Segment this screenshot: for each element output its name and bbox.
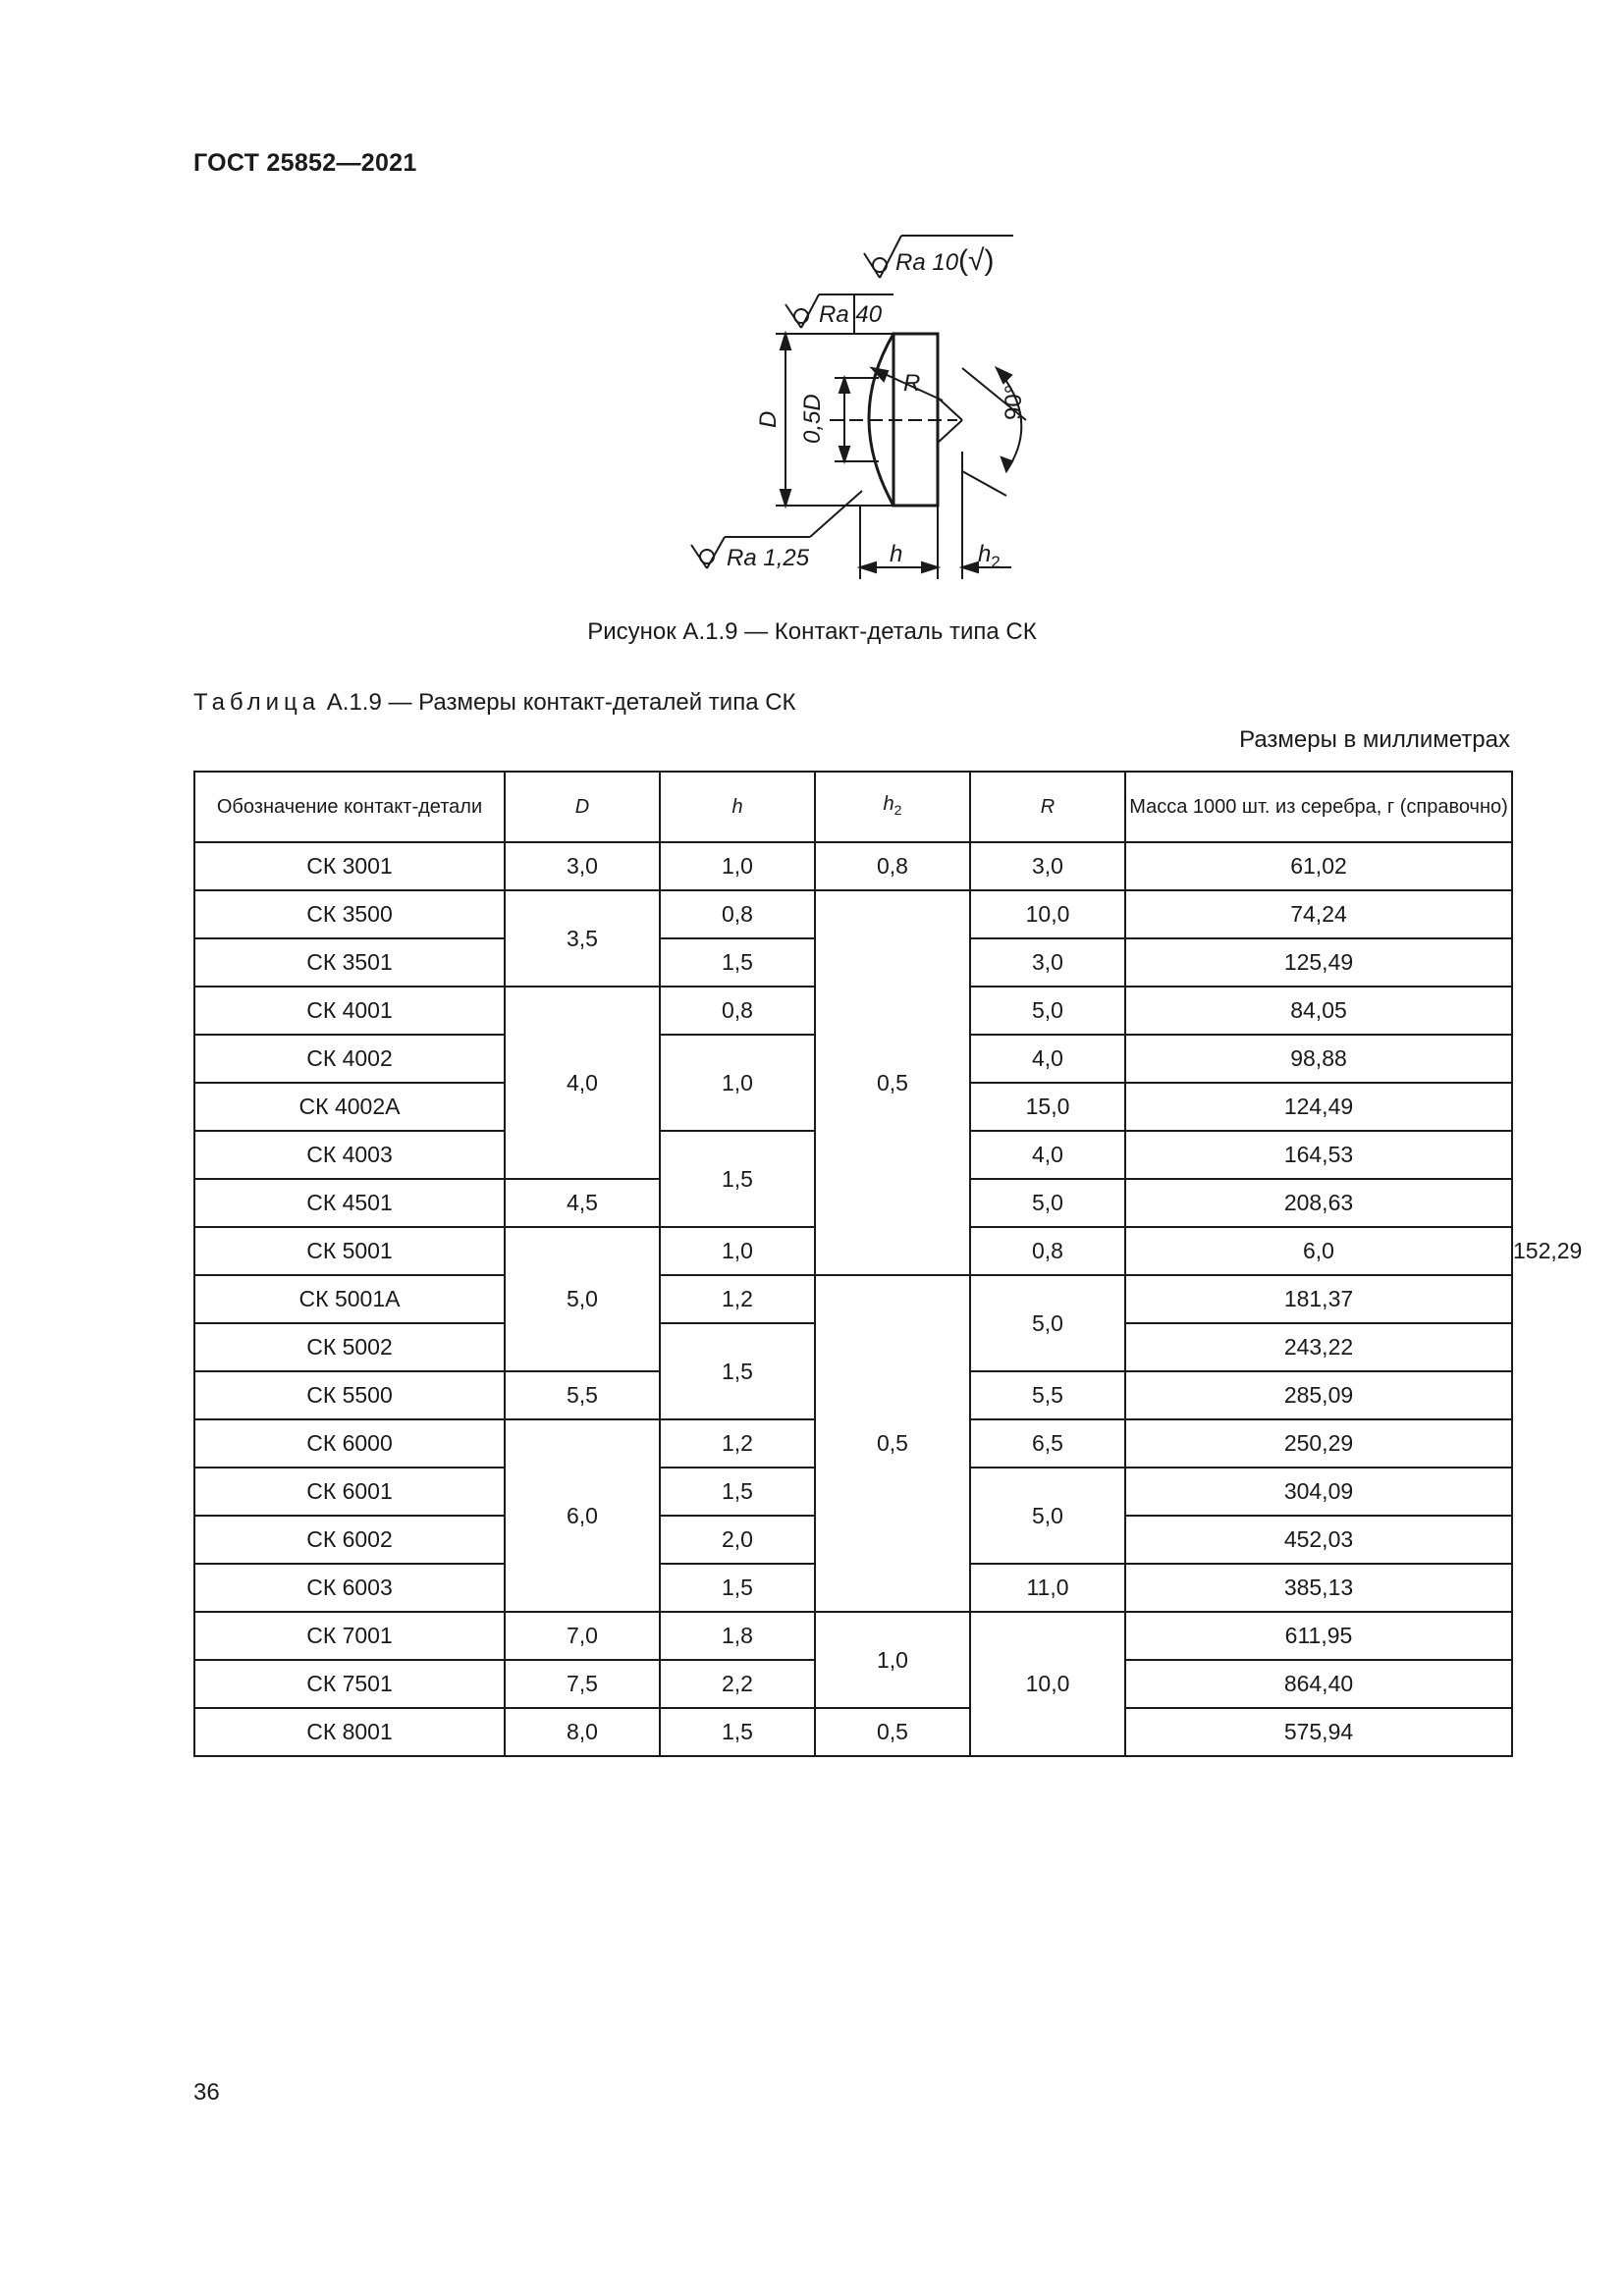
- contact-part-drawing: [0, 0, 1624, 628]
- cell-h: 1,5: [660, 1564, 815, 1612]
- cell-h: 1,5: [660, 1468, 815, 1516]
- cell-h: 1,8: [660, 1612, 815, 1660]
- cell-name: СК 7501: [194, 1660, 505, 1708]
- cell-name: СК 4002: [194, 1035, 505, 1083]
- cell-h: 1,2: [660, 1275, 815, 1323]
- cell-name: СК 4001: [194, 987, 505, 1035]
- cell-name: СК 6003: [194, 1564, 505, 1612]
- cell-d: 4,0: [505, 987, 660, 1179]
- page-number: 36: [193, 2079, 220, 2106]
- cell-mass: 304,09: [1125, 1468, 1512, 1516]
- cell-h2: 0,8: [815, 842, 970, 890]
- ra125-label: Ra 1,25: [727, 545, 810, 571]
- cell-name: СК 4002А: [194, 1083, 505, 1131]
- h-label: h: [890, 541, 903, 567]
- cell-r: 11,0: [970, 1564, 1125, 1612]
- cell-r: 5,0: [970, 987, 1125, 1035]
- cell-h: 1,5: [660, 938, 815, 987]
- cell-r: 5,5: [970, 1371, 1125, 1419]
- cell-r: 5,0: [970, 1179, 1125, 1227]
- d-label: D: [755, 410, 782, 428]
- cell-h: 1,5: [660, 1131, 815, 1227]
- cell-name: СК 6001: [194, 1468, 505, 1516]
- cell-r: 4,0: [970, 1035, 1125, 1083]
- ra10-label: Ra 10: [895, 249, 959, 276]
- cell-d: 8,0: [505, 1708, 660, 1756]
- cell-r: 15,0: [970, 1083, 1125, 1131]
- cell-mass: 575,94: [1125, 1708, 1512, 1756]
- cell-name: СК 4501: [194, 1179, 505, 1227]
- cell-r: 3,0: [970, 842, 1125, 890]
- cell-d: 6,0: [505, 1419, 660, 1612]
- cell-mass: 61,02: [1125, 842, 1512, 890]
- cell-name: СК 6002: [194, 1516, 505, 1564]
- cell-name: СК 6000: [194, 1419, 505, 1468]
- cell-r: 5,0: [970, 1468, 1125, 1564]
- cell-mass: 285,09: [1125, 1371, 1512, 1419]
- table-row: СК 5001 5,0 1,0 0,8 6,0 152,29: [194, 1227, 1512, 1275]
- header-h2: $h_2$: [815, 772, 970, 842]
- cell-d: 5,0: [505, 1227, 660, 1371]
- h2-label: $h_2$: [978, 541, 1001, 571]
- r-label: R: [903, 370, 921, 397]
- cell-name: СК 5002: [194, 1323, 505, 1371]
- cell-d: 4,5: [505, 1179, 660, 1227]
- cell-h: 1,5: [660, 1708, 815, 1756]
- cell-h: 0,8: [660, 890, 815, 938]
- cell-d: 3,0: [505, 842, 660, 890]
- cell-r: 10,0: [970, 890, 1125, 938]
- cell-d: 7,5: [505, 1660, 660, 1708]
- cell-h: 1,0: [660, 1227, 815, 1275]
- cell-r: 10,0: [970, 1612, 1125, 1756]
- cell-d: 3,5: [505, 890, 660, 987]
- cell-mass: 864,40: [1125, 1660, 1512, 1708]
- cell-h2: 0,5: [815, 1708, 970, 1756]
- half-d-label: 0,5D: [799, 394, 826, 444]
- cell-mass: 385,13: [1125, 1564, 1512, 1612]
- table-row: [194, 1612, 1512, 1660]
- header-mass: Масса 1000 шт. из серебра, г (справочно): [1125, 772, 1512, 842]
- table-title-text: А.1.9 — Размеры контакт-деталей типа СК: [326, 689, 796, 716]
- header-h: h: [660, 772, 815, 842]
- header-d: D: [505, 772, 660, 842]
- cell-name: СК 7001: [194, 1612, 505, 1660]
- cell-r: 4,0: [970, 1131, 1125, 1179]
- cell-name: СК 5500: [194, 1371, 505, 1419]
- cell-mass: 611,95: [1125, 1612, 1512, 1660]
- cell-h2: 0,5: [815, 890, 970, 1275]
- cell-h: 1,0: [660, 842, 815, 890]
- cell-h: 2,0: [660, 1516, 815, 1564]
- cell-mass: 98,88: [1125, 1035, 1512, 1083]
- cell-h: 2,2: [660, 1660, 815, 1708]
- cell-name: СК 3501: [194, 938, 505, 987]
- cell-r: 5,0: [970, 1275, 1125, 1371]
- header-designation: Обозначение контакт-детали: [194, 772, 505, 842]
- angle-label: 90°: [1001, 384, 1027, 420]
- cell-mass: 452,03: [1125, 1516, 1512, 1564]
- cell-r: 3,0: [970, 938, 1125, 987]
- table-row: [194, 842, 1512, 890]
- cell-mass: 124,49: [1125, 1083, 1512, 1131]
- cell-mass: 84,05: [1125, 987, 1512, 1035]
- cell-mass: 164,53: [1125, 1131, 1512, 1179]
- table-title: [193, 689, 796, 717]
- figure-caption: Рисунок А.1.9 — Контакт-деталь типа СК: [587, 618, 1037, 645]
- cell-mass: 74,24: [1125, 890, 1512, 938]
- cell-r: 6,0: [1125, 1227, 1512, 1275]
- table-row: [194, 890, 1512, 938]
- units-note: Размеры в миллиметрах: [1239, 726, 1510, 753]
- cell-h2: 0,5: [815, 1275, 970, 1612]
- cell-h: 1,0: [660, 1035, 815, 1131]
- cell-h: 0,8: [660, 987, 815, 1035]
- cell-mass: 125,49: [1125, 938, 1512, 987]
- cell-mass: 181,37: [1125, 1275, 1512, 1323]
- cell-name: СК 3001: [194, 842, 505, 890]
- cell-name: СК 5001А: [194, 1275, 505, 1323]
- table-title-prefix: Таблица: [193, 689, 321, 716]
- cell-r: 6,5: [970, 1419, 1125, 1468]
- cell-mass: 243,22: [1125, 1323, 1512, 1371]
- cell-name: СК 3500: [194, 890, 505, 938]
- header-r: R: [970, 772, 1125, 842]
- ra40-label: Ra 40: [819, 301, 883, 328]
- dimensions-table: [193, 771, 1583, 1757]
- table-row: [194, 1708, 1512, 1756]
- cell-h2: 1,0: [815, 1612, 970, 1708]
- cell-h: 1,2: [660, 1419, 815, 1468]
- cell-d: 5,5: [505, 1371, 660, 1419]
- cell-h2: 0,8: [970, 1227, 1125, 1275]
- cell-mass: 208,63: [1125, 1179, 1512, 1227]
- cell-name: СК 8001: [194, 1708, 505, 1756]
- cell-mass: 250,29: [1125, 1419, 1512, 1468]
- check-mark-bracket: (√): [958, 244, 995, 277]
- cell-d: 7,0: [505, 1612, 660, 1660]
- table-row: [194, 1275, 1512, 1323]
- cell-name: СК 5001: [194, 1227, 505, 1275]
- document-header: ГОСТ 25852—2021: [193, 149, 417, 177]
- cell-name: СК 4003: [194, 1131, 505, 1179]
- table-header-row: [194, 772, 1512, 842]
- cell-h: 1,5: [660, 1323, 815, 1419]
